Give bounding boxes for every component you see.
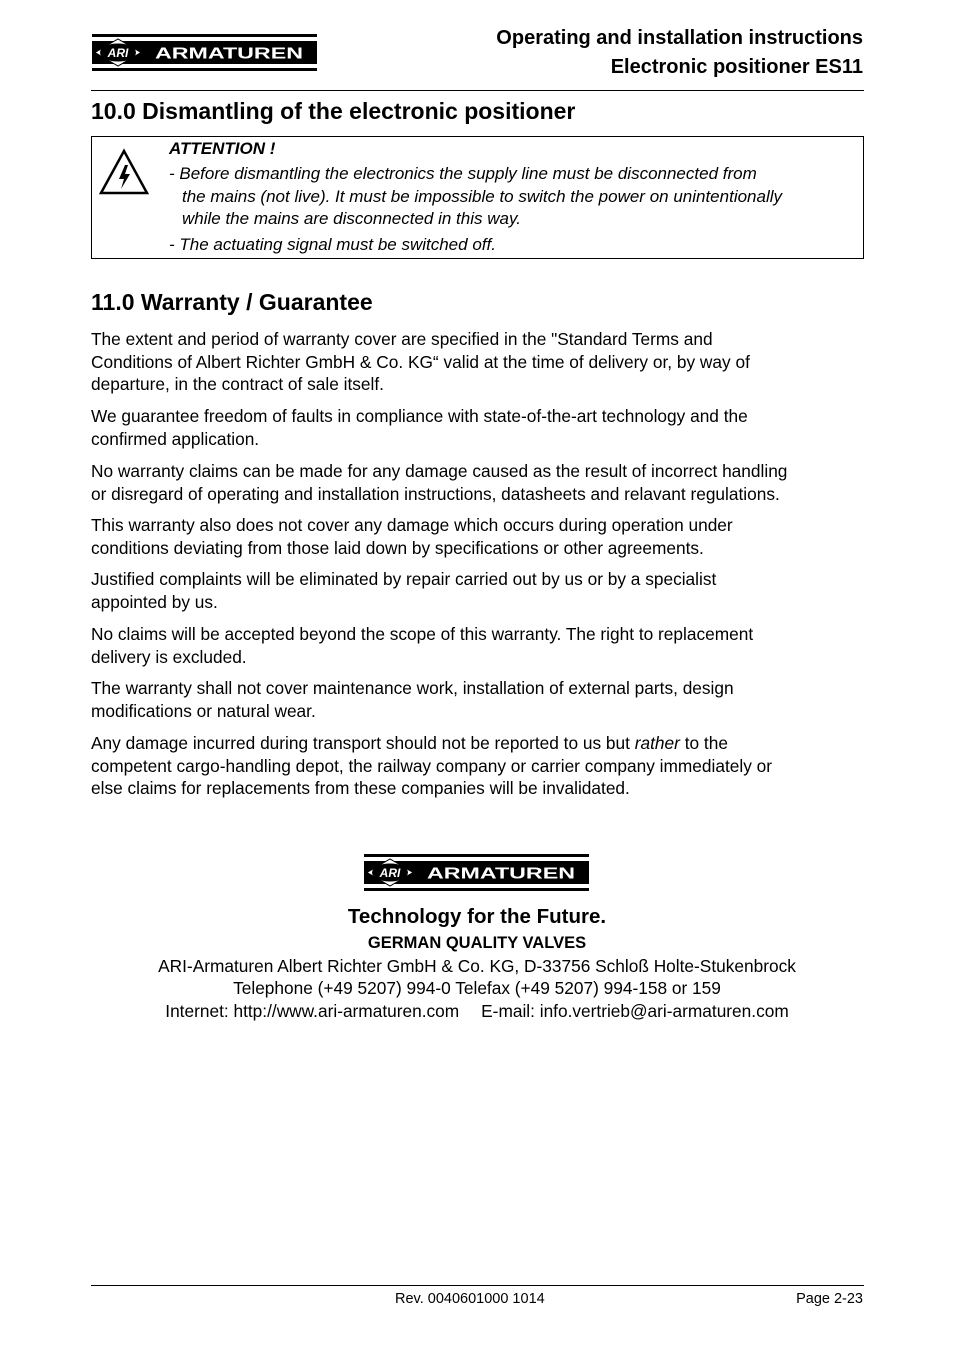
high-voltage-warning-icon <box>98 148 150 196</box>
svg-text:ARI: ARI <box>107 46 129 60</box>
paragraph-line: or disregard of operating and installation instructions, datasheets and relavant regulations. <box>91 483 780 504</box>
svg-text:ARMATUREN: ARMATUREN <box>427 865 575 883</box>
paragraph-line: This warranty also does not cover any damage which occurs during operation under <box>91 515 733 535</box>
warranty-paragraph-8 <box>91 732 772 800</box>
company-address: ARI-Armaturen Albert Richter GmbH & Co. KG, D-33756 Schloß Holte-Stukenbrock <box>158 956 796 976</box>
warranty-paragraph-2 <box>91 405 748 450</box>
company-tagline: Technology for the Future. <box>347 905 607 928</box>
attention-bullet-1-line-1: - Before dismantling the electronics the supply line must be disconnected from <box>169 164 757 183</box>
text-run: to the <box>679 733 728 753</box>
emphasis-text: rather <box>634 733 680 753</box>
attention-bullet-1-line-2: the mains (not live). It must be impossible to switch the power on unintentionally <box>182 187 783 206</box>
paragraph-line: modifications or natural wear. <box>91 700 316 721</box>
warranty-paragraph-7 <box>91 677 734 722</box>
paragraph-line: Conditions of Albert Richter GmbH & Co. KG“ valid at the time of delivery or, by way of <box>91 351 750 372</box>
attention-title: ATTENTION ! <box>169 139 276 158</box>
paragraph-line <box>91 732 772 755</box>
paragraph-line: appointed by us. <box>91 591 218 612</box>
warranty-paragraph-5 <box>91 568 716 613</box>
text-run: Any damage incurred during transport should not be reported to us but <box>91 733 635 753</box>
paragraph-line: We guarantee freedom of faults in compliance with state-of-the-art technology and the <box>91 406 748 426</box>
warranty-paragraph-6 <box>91 623 753 668</box>
warranty-paragraph-4 <box>91 514 733 559</box>
ari-armaturen-footer-logo <box>363 853 590 892</box>
paragraph-line: competent cargo-handling depot, the railway company or carrier company immediately or <box>91 755 773 776</box>
footer-divider <box>91 1285 864 1286</box>
header-divider <box>91 90 864 91</box>
warranty-paragraph-3 <box>91 460 787 505</box>
paragraph-line: confirmed application. <box>91 428 260 449</box>
page-number: Page 2-23 <box>796 1291 863 1307</box>
paragraph-line: No warranty claims can be made for any damage caused as the result of incorrect handling <box>91 461 788 481</box>
attention-bullet-1-line-3: while the mains are disconnected in this way. <box>182 209 521 228</box>
svg-text:ARMATUREN: ARMATUREN <box>155 45 303 63</box>
attention-bullet-2: - The actuating signal must be switched off. <box>169 235 496 254</box>
paragraph-line: conditions deviating from those laid down by specifications or other agreements. <box>91 537 704 558</box>
section-10-heading: 10.0 Dismantling of the electronic positioner <box>91 98 576 124</box>
paragraph-line: The extent and period of warranty cover are specified in the "Standard Terms and <box>91 329 713 349</box>
email-link[interactable]: E-mail: info.vertrieb@ari-armaturen.com <box>481 1001 789 1021</box>
revision-number: Rev. 0040601000 1014 <box>395 1291 545 1307</box>
ari-armaturen-logo <box>91 33 318 72</box>
document-title: Operating and installation instructions <box>496 27 863 49</box>
company-phone: Telephone (+49 5207) 994-0 Telefax (+49 5207) 994-158 or 159 <box>233 978 721 998</box>
website-link[interactable]: Internet: http://www.ari-armaturen.com <box>165 1001 460 1021</box>
paragraph-line: Justified complaints will be eliminated by repair carried out by us or by a specialist <box>91 569 717 589</box>
warranty-paragraph-1 <box>91 328 750 396</box>
paragraph-line: departure, in the contract of sale itself. <box>91 374 384 394</box>
paragraph-line: delivery is excluded. <box>91 646 247 667</box>
svg-text:ARI: ARI <box>379 866 401 880</box>
paragraph-line: else claims for replacements from these companies will be invalidated. <box>91 778 630 798</box>
section-11-heading: 11.0 Warranty / Guarantee <box>91 289 373 315</box>
document-subtitle: Electronic positioner ES11 <box>610 56 863 78</box>
quality-slogan: GERMAN QUALITY VALVES <box>367 934 587 952</box>
company-contact <box>0 1001 954 1022</box>
attention-box <box>91 136 864 259</box>
paragraph-line: No claims will be accepted beyond the scope of this warranty. The right to replacement <box>91 624 754 644</box>
paragraph-line: The warranty shall not cover maintenance work, installation of external parts, design <box>91 678 734 698</box>
